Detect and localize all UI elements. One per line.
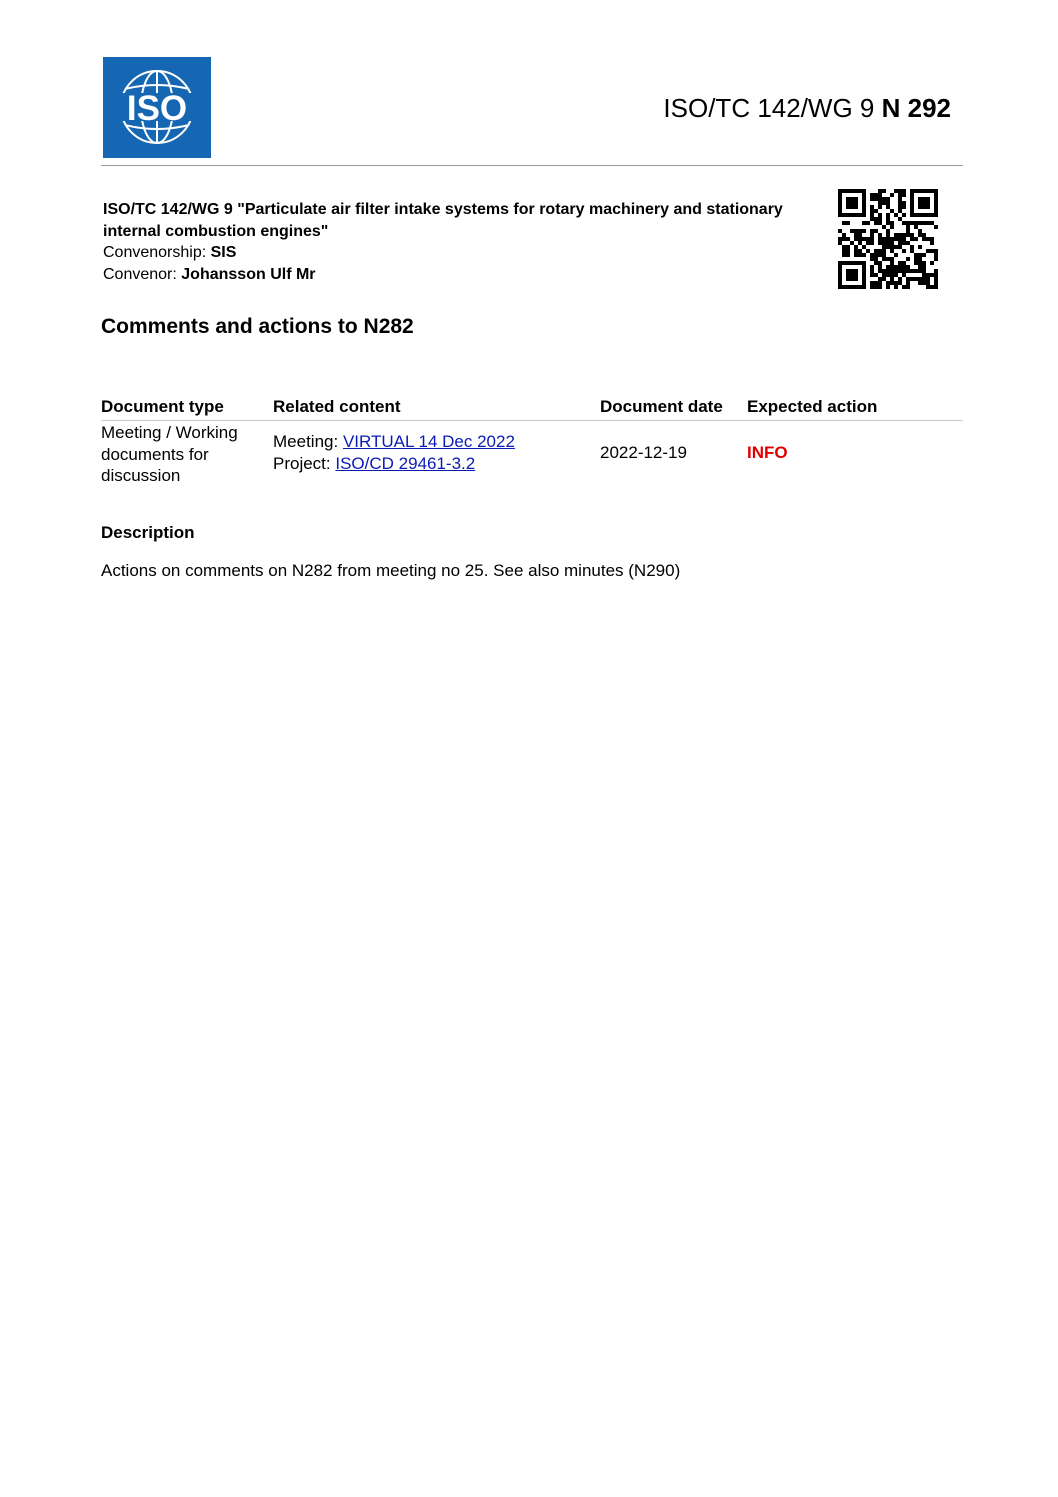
table-row [101, 421, 963, 493]
header-document-date: Document date [600, 397, 723, 416]
description-label: Description [101, 523, 195, 542]
meeting-label: Meeting: [273, 432, 339, 451]
document-reference [663, 92, 951, 124]
expected-action-badge: INFO [747, 443, 788, 462]
project-line [273, 453, 515, 475]
convenor-value: Johansson Ulf Mr [181, 265, 316, 283]
convenor-line [103, 264, 818, 286]
related-content-cell [273, 431, 515, 474]
document-type-value: Meeting / Working documents for discussion [101, 423, 238, 485]
qr-code [838, 189, 938, 289]
iso-logo [103, 57, 211, 158]
project-label: Project: [273, 453, 331, 473]
header-related-content: Related content [273, 397, 401, 416]
convenorship-line [103, 242, 818, 264]
header-document-type: Document type [101, 397, 224, 416]
committee-title: ISO/TC 142/WG 9 "Particulate air filter intake systems for rotary machinery and stationary internal combustion engines" [103, 201, 783, 240]
project-link[interactable]: ISO/CD 29461-3.2 [335, 453, 476, 473]
committee-block [103, 199, 818, 285]
document-title: Comments and actions to N282 [101, 315, 414, 338]
header-divider [101, 165, 963, 166]
description-text: Actions on comments on N282 from meeting no 25. See also minutes (N290) [101, 561, 681, 580]
header-expected-action: Expected action [747, 397, 878, 416]
meeting-link[interactable]: VIRTUAL 14 Dec 2022 [342, 432, 515, 451]
table-header [101, 394, 963, 421]
document-date-value: 2022-12-19 [600, 443, 687, 462]
convenorship-value: SIS [210, 244, 237, 261]
meeting-line [273, 431, 515, 453]
convenor-label: Convenor: [103, 265, 177, 283]
reference-number: N 292 [881, 93, 951, 123]
metadata-table [101, 394, 963, 493]
convenorship-label: Convenorship: [103, 244, 207, 261]
reference-prefix: ISO/TC 142/WG 9 [663, 93, 875, 123]
logo-text: ISO [126, 89, 188, 128]
